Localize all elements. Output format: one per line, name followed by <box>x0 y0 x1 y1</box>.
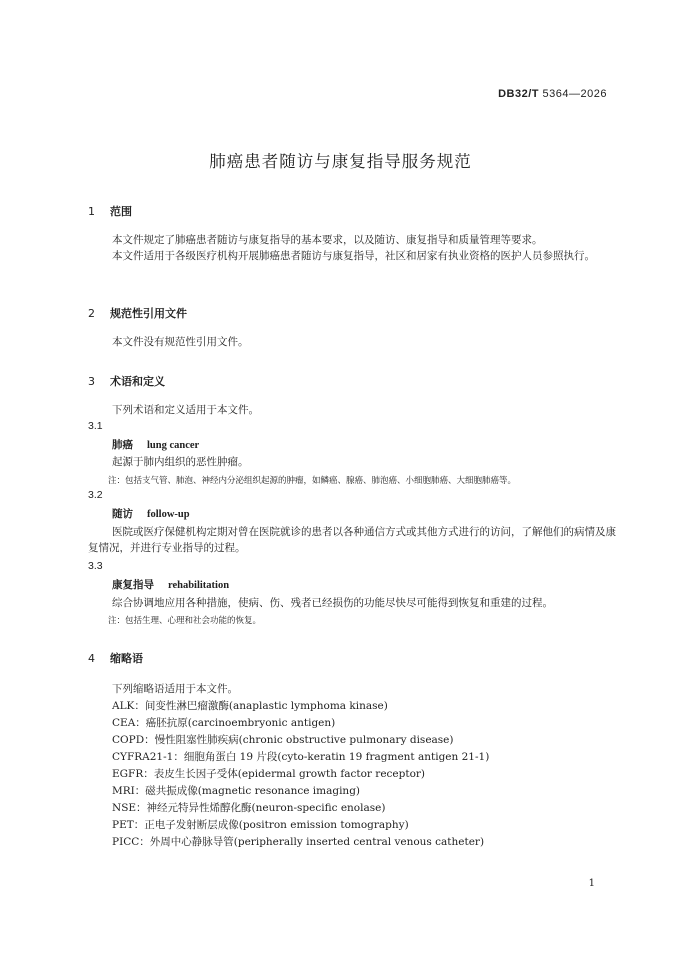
term-note: 注：包括支气管、肺泡、神经内分泌组织起源的肿瘤，如鳞癌、腺癌、肺泡癌、小细胞肺癌、大细胞肺癌等。 <box>108 476 517 486</box>
section-number: 2 <box>88 307 95 320</box>
standard-prefix: DB32/T <box>498 88 539 100</box>
section-title: 缩略语 <box>110 652 143 665</box>
abbreviation-item: PICC：外周中心静脉导管(peripherally inserted central venous catheter) <box>112 836 485 848</box>
standard-number <box>498 88 607 100</box>
section-2-heading <box>88 305 187 321</box>
term-heading <box>112 506 190 521</box>
term-definition: 起源于肺内组织的恶性肿瘤。 <box>112 456 249 468</box>
abbreviation-item: PET：正电子发射断层成像(positron emission tomography) <box>112 819 409 831</box>
section-1-para-2: 本文件适用于各级医疗机构开展肺癌患者随访与康复指导，社区和居家有执业资格的医护人员参照执行。 <box>112 250 595 262</box>
term-en: rehabilitation <box>168 580 230 591</box>
term-heading <box>112 437 199 452</box>
section-title: 术语和定义 <box>110 375 165 388</box>
term-zh: 康复指导 <box>112 579 154 591</box>
section-number: 3 <box>88 375 95 388</box>
abbreviation-item: NSE：神经元特异性烯醇化酶(neuron-specific enolase) <box>112 802 386 814</box>
section-1-heading <box>88 203 132 219</box>
page-number: 1 <box>588 878 595 889</box>
term-number: 3.2 <box>88 489 103 501</box>
term-heading <box>112 577 229 592</box>
section-2-para-1: 本文件没有规范性引用文件。 <box>112 336 249 348</box>
standard-code: 5364—2026 <box>542 88 607 100</box>
term-zh: 肺癌 <box>112 439 133 451</box>
section-4-intro: 下列缩略语适用于本文件。 <box>112 683 238 695</box>
abbreviation-item: CEA：癌胚抗原(carcinoembryonic antigen) <box>112 717 336 729</box>
term-en: follow-up <box>147 509 190 520</box>
section-title: 范围 <box>110 205 132 218</box>
document-title: 肺癌患者随访与康复指导服务规范 <box>209 152 472 171</box>
section-3-intro: 下列术语和定义适用于本文件。 <box>112 404 259 416</box>
abbreviation-item: ALK：间变性淋巴瘤激酶(anaplastic lymphoma kinase) <box>112 700 388 712</box>
section-4-heading <box>88 650 143 666</box>
section-1-para-1: 本文件规定了肺癌患者随访与康复指导的基本要求，以及随访、康复指导和质量管理等要求。 <box>112 234 543 246</box>
term-definition: 医院或医疗保健机构定期对曾在医院就诊的患者以各种通信方式或其他方式进行的访问，了解他们的病情及康复情况，并进行专业指导的过程。 <box>88 526 616 554</box>
abbreviation-item: EGFR：表皮生长因子受体(epidermal growth factor receptor) <box>112 768 426 780</box>
term-en: lung cancer <box>147 440 200 451</box>
abbreviation-item: CYFRA21-1：细胞角蛋白 19 片段(cyto-keratin 19 fragment antigen 21-1) <box>112 751 490 763</box>
section-number: 1 <box>88 205 95 218</box>
term-note: 注：包括生理、心理和社会功能的恢复。 <box>108 616 262 626</box>
term-number: 3.3 <box>88 560 103 572</box>
section-title: 规范性引用文件 <box>110 307 187 320</box>
term-zh: 随访 <box>112 508 133 520</box>
section-number: 4 <box>88 652 95 665</box>
term-number: 3.1 <box>88 420 103 432</box>
abbreviation-item: COPD：慢性阻塞性肺疾病(chronic obstructive pulmonary disease) <box>112 734 454 746</box>
term-definition: 综合协调地应用各种措施，使病、伤、残者已经损伤的功能尽快尽可能得到恢复和重建的过程。 <box>112 597 553 609</box>
abbreviation-item: MRI：磁共振成像(magnetic resonance imaging) <box>112 785 361 797</box>
section-3-heading <box>88 373 165 389</box>
